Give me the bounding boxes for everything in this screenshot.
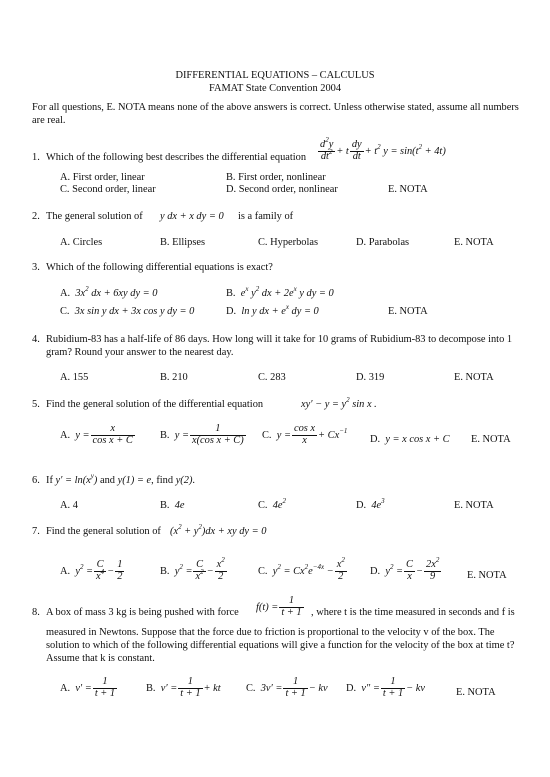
question-number: 2. [32,211,40,222]
choice-d[interactable]: D. ln y dx + $e^x$ dy = 0 [226,303,319,317]
question-number: 6. [32,475,40,486]
equation: $\frac{d^2y}{dt^2}$ + t $\frac{dy}{dt}$ + $t^2$ $y = \sin(t^2 + 4t)$ [320,136,446,162]
choice-b[interactable]: B. 4e [160,500,185,511]
choice-b[interactable]: B. $e^x$ $y^2$ dx + $2e^x$ y dy = 0 [226,285,334,299]
text-find: , find [151,475,174,486]
question-text: If $y' = \ln(x^y)$ and y(1) = e, find y(2). [46,472,196,486]
choice-label: D. [356,500,367,511]
choice-label: D. [370,434,381,445]
choice-label: D. [370,565,381,577]
choice-c[interactable]: C. 3x sin y dx + 3x cos y dy = 0 [60,306,195,317]
question-number: 1. [32,152,40,163]
instructions: For all questions, E. NOTA means none of the above answers is correct. Unless otherwise stated, assume all numbers are real. [32,102,519,126]
choice-c[interactable]: C. 3v′ = $\frac{1}{t + 1}$ − kv [246,676,328,699]
choice-e[interactable]: E. NOTA [454,500,494,511]
choice-a[interactable]: A. $3x^2$ dx + 6xy dy = 0 [60,285,158,299]
choice-a[interactable]: A. v′ = $\frac{1}{t + 1}$ [60,676,116,699]
choice-b[interactable]: B. v′ = $\frac{1}{t + 1}$ + kt [146,676,221,699]
choice-d[interactable]: D. Second order, nonlinear [226,184,338,195]
choice-e[interactable]: E. NOTA [467,570,507,581]
choice-d[interactable]: D. 319 [356,372,385,383]
question-text: Which of the following differential equations is exact? [46,262,273,273]
document-title: DIFFERENTIAL EQUATIONS – CALCULUS [175,70,375,81]
question-number: 7. [32,526,40,537]
choice-c[interactable]: C. y = $\frac{\text{cos x}}{x}$ + $Cx^{-1}$ [262,423,348,446]
choice-d[interactable]: D. $y^2$ = $\frac{C}{x}$ − $\frac{2x^2}{9}$ [370,556,440,582]
choice-label: B. [160,565,170,577]
question-text: is a family of [238,211,294,222]
choice-label: A. [60,565,71,577]
question-text: Rubidium-83 has a half-life of 86 days. How long will it take for 10 grams of Rubidium-83 to decompose into 1 gram? Round your answer to the nearest day. [46,334,513,358]
question-number: 4. [32,334,40,345]
equation: $(x^2 + y^2)dx$ + xy dy = 0 [170,523,267,537]
choice-c[interactable]: C. Second order, linear [60,184,156,195]
choice-c[interactable]: C. $4e^2$ [258,497,287,511]
choice-b[interactable]: B. 210 [160,372,188,383]
choice-d[interactable]: D. Parabolas [356,237,410,248]
question-text: Which of the following best describes the differential equation [46,152,307,163]
choice-label: C. [262,429,272,441]
choice-label: C. [60,306,70,317]
equation: y dx + x dy = 0 [160,211,224,222]
choice-c[interactable]: C. $y^2 = Cx^2e^{-4x}$ − $\frac{x^2}{2}$ [258,556,345,582]
choice-c[interactable]: C. Hyperbolas [258,237,319,248]
question-text: Find the general solution of the differential equation [46,399,264,410]
choice-a[interactable]: A. 4 [60,500,78,511]
question-number: 5. [32,399,40,410]
document-subtitle: FAMAT State Convention 2004 [208,83,342,94]
choice-e[interactable]: E. NOTA [454,372,494,383]
choice-label: B. [146,682,156,694]
question-text: Find the general solution of [46,526,161,537]
choice-e[interactable]: E. NOTA [388,184,428,195]
choice-b[interactable]: B. y = $\frac{1}{\text{x(cos x + C)}}$ [160,423,244,446]
equation: f(t) = $\frac{1}{t + 1}$ [256,595,302,618]
choice-label: A. [60,429,71,441]
choice-a[interactable]: A. y = $\frac{x}{\text{cos x + C}}$ [60,423,133,446]
choice-label: D. [346,682,357,694]
choice-e[interactable]: E. NOTA [456,687,496,698]
choice-d[interactable]: D. v″ = $\frac{1}{t + 1}$ − kv [346,676,426,699]
question-number: 8. [32,607,40,618]
choice-label: B. [160,500,170,511]
choice-b[interactable]: B. $y^2$ = $\frac{C}{x^2}$ − $\frac{x^2}{2}$ [160,556,225,582]
choice-label: C. [258,500,268,511]
choice-a[interactable]: A. $y^2$ = $\frac{C}{x^4}$ − $\frac{1}{2}$ [60,559,123,582]
choice-d[interactable]: D. y = x cos x + C [370,434,450,445]
choice-label: A. [60,288,71,299]
text-if: If [46,475,53,486]
choice-d[interactable]: D. $4e^3$ [356,497,385,511]
choice-label: C. [258,565,268,577]
choice-b[interactable]: B. Ellipses [160,237,206,248]
choice-e[interactable]: E. NOTA [471,434,511,445]
choice-label: D. [226,306,237,317]
choice-a[interactable]: A. Circles [60,237,103,248]
choice-label: A. [60,682,71,694]
question-text: The general solution of [46,211,143,222]
choice-label: B. [226,288,236,299]
text-and: and [99,475,115,486]
choice-a[interactable]: A. First order, linear [60,172,145,183]
choice-e[interactable]: E. NOTA [388,306,428,317]
choice-label: C. [246,682,256,694]
choice-c[interactable]: C. 283 [258,372,286,383]
choice-b[interactable]: B. First order, nonlinear [226,172,326,183]
choice-a[interactable]: A. 155 [60,372,89,383]
choice-label: B. [160,429,170,441]
question-text: , where t is the time measured in seconds and f is [311,607,515,618]
question-text: A box of mass 3 kg is being pushed with force [46,607,239,618]
question-text: measured in Newtons. Suppose that the force due to friction is proportional to the velocity v of the box. The solution to which of the following differential equations will give a function for the velocity of the box at time t? Assume that k is constant. [46,627,515,664]
question-number: 3. [32,262,40,273]
choice-e[interactable]: E. NOTA [454,237,494,248]
equation: $xy' - y = y^2$ sin x . [301,396,377,410]
